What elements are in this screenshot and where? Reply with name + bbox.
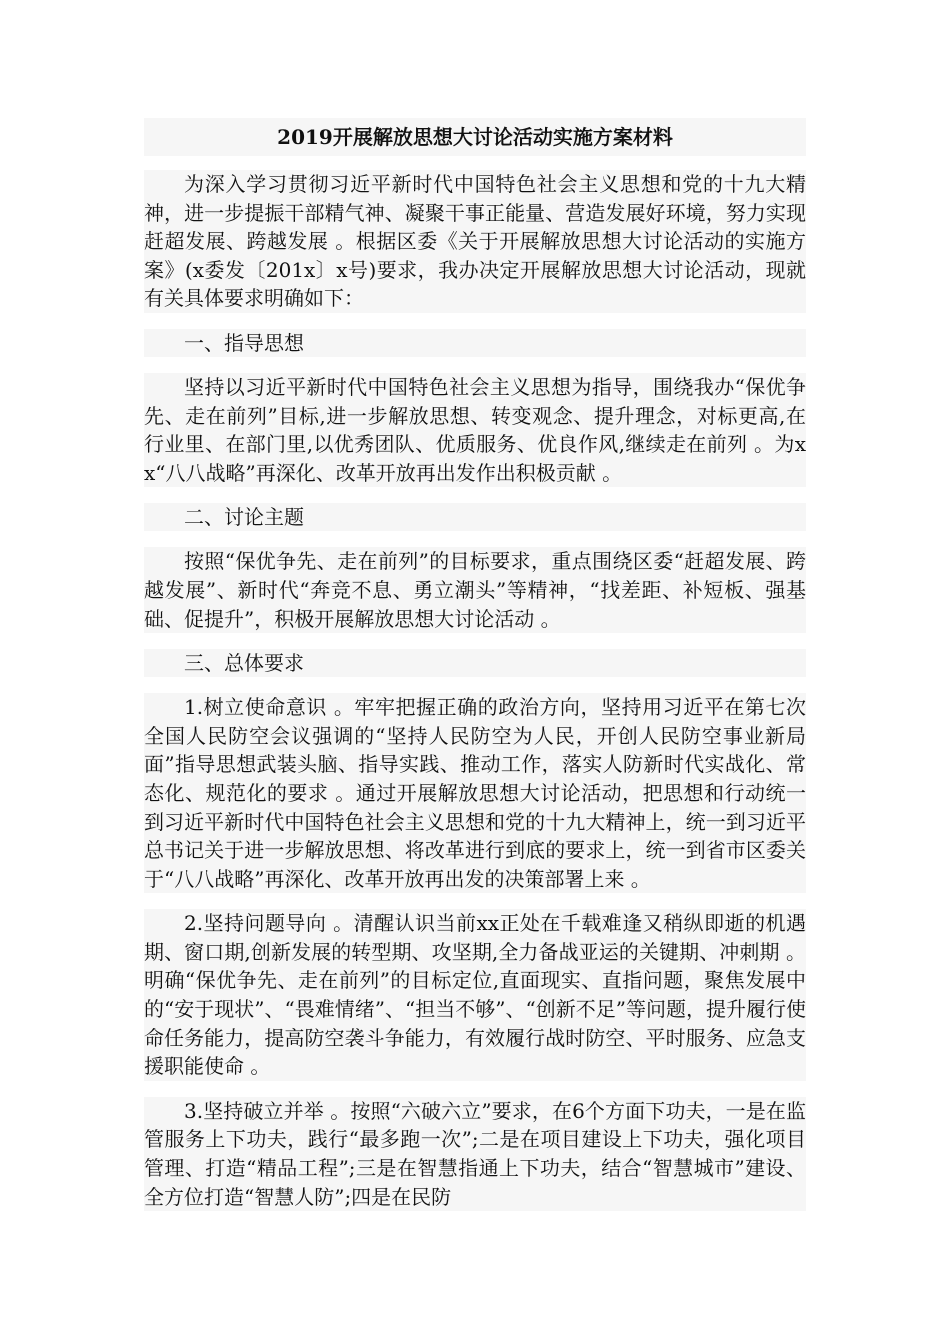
section-heading-discussion-theme: 二、讨论主题: [144, 503, 806, 531]
section-heading-general-requirements: 三、总体要求: [144, 649, 806, 677]
requirement-paragraph-3: 3.坚持破立并举 。按照“六破六立”要求，在6个方面下功夫，一是在监管服务上下功夫，践行“最多跑一次”;二是在项目建设上下功夫，强化项目管理、打造“精品工程”;三是在智慧指通上下功夫，结合“智慧城市”建设、全方位打造“智慧人防”;四是在民防: [144, 1097, 806, 1211]
requirement-paragraph-1: 1.树立使命意识 。牢牢把握正确的政治方向，坚持用习近平在第七次全国人民防空会议强调的“坚持人民防空为人民，开创人民防空事业新局面”指导思想武装头脑、指导实践、推动工作，落实人防新时代实战化、常态化、规范化的要求 。通过开展解放思想大讨论活动，把思想和行动统一到习近平新时代中国特色社会主义思想和党的十九大精神上，统一到习近平总书记关于进一步解放思想、将改革进行到底的要求上，统一到省市区委关于“八八战略”再深化、改革开放再出发的决策部署上来 。: [144, 693, 806, 893]
section-heading-guiding-ideology: 一、指导思想: [144, 329, 806, 357]
requirement-paragraph-2: 2.坚持问题导向 。清醒认识当前xx正处在千载难逢又稍纵即逝的机遇期、窗口期,创新发展的转型期、攻坚期,全力备战亚运的关键期、冲刺期 。明确“保优争先、走在前列”的目标定位,直面现实、直指问题，聚焦发展中的“安于现状”、“畏难情绪”、“担当不够”、“创新不足”等问题，提升履行使命任务能力，提高防空袭斗争能力，有效履行战时防空、平时服务、应急支援职能使命 。: [144, 909, 806, 1081]
intro-paragraph: 为深入学习贯彻习近平新时代中国特色社会主义思想和党的十九大精神，进一步提振干部精气神、凝聚干事正能量、营造发展好环境，努力实现赶超发展、跨越发展 。根据区委《关于开展解放思想大讨论活动的实施方案》(x委发〔201x〕x号)要求，我办决定开展解放思想大讨论活动，现就有关具体要求明确如下：: [144, 170, 806, 313]
document-title: 2019开展解放思想大讨论活动实施方案材料: [144, 118, 806, 156]
section-paragraph: 坚持以习近平新时代中国特色社会主义思想为指导，围绕我办“保优争先、走在前列”目标,进一步解放思想、转变观念、提升理念，对标更高,在行业里、在部门里,以优秀团队、优质服务、优良作风,继续走在前列 。为xx“八八战略”再深化、改革开放再出发作出积极贡献 。: [144, 373, 806, 487]
section-paragraph: 按照“保优争先、走在前列”的目标要求，重点围绕区委“赶超发展、跨越发展”、新时代“奔竞不息、勇立潮头”等精神，“找差距、补短板、强基础、促提升”，积极开展解放思想大讨论活动 。: [144, 547, 806, 633]
document-page: [144, 118, 806, 1227]
